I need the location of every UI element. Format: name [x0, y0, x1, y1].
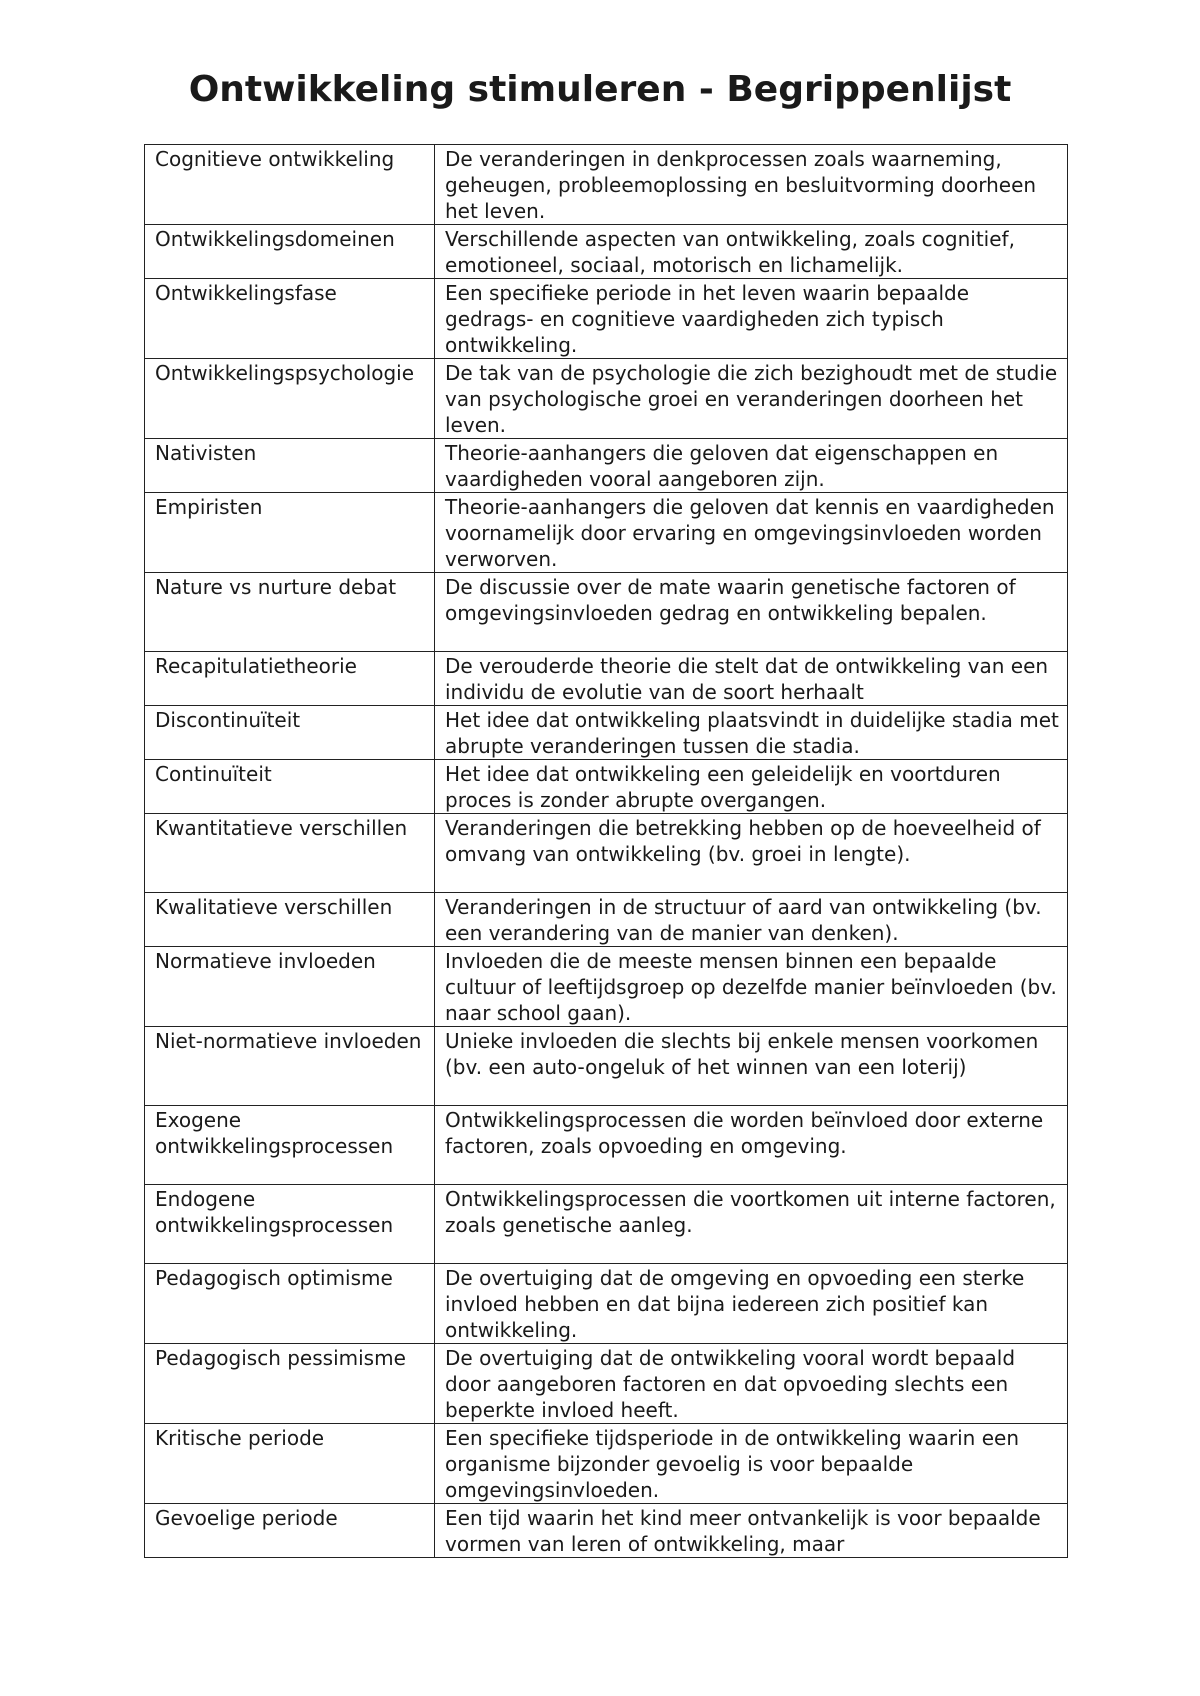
definition-cell: Unieke invloeden die slechts bij enkele mensen voorkomen (bv. een auto-ongeluk of het winnen van een loterij) [435, 1027, 1068, 1106]
glossary-table [144, 144, 1068, 1558]
table-row [145, 652, 1068, 706]
term-cell: Gevoelige periode [145, 1504, 435, 1558]
term-cell: Empiristen [145, 493, 435, 573]
table-row [145, 493, 1068, 573]
table-row [145, 1027, 1068, 1106]
term-cell: Pedagogisch pessimisme [145, 1344, 435, 1424]
term-cell: Exogene ontwikkelingsprocessen [145, 1106, 435, 1185]
term-cell: Discontinuïteit [145, 706, 435, 760]
table-row [145, 760, 1068, 814]
table-row [145, 1424, 1068, 1504]
term-cell: Recapitulatietheorie [145, 652, 435, 706]
table-row [145, 706, 1068, 760]
term-cell: Nativisten [145, 439, 435, 493]
term-cell: Kritische periode [145, 1424, 435, 1504]
table-row [145, 573, 1068, 652]
term-cell: Normatieve invloeden [145, 947, 435, 1027]
table-row [145, 1185, 1068, 1264]
table-row [145, 439, 1068, 493]
term-cell: Niet-normatieve invloeden [145, 1027, 435, 1106]
term-cell: Ontwikkelingsdomeinen [145, 225, 435, 279]
definition-cell: Het idee dat ontwikkeling een geleidelijk en voortduren proces is zonder abrupte overgangen. [435, 760, 1068, 814]
term-cell: Cognitieve ontwikkeling [145, 145, 435, 225]
table-row [145, 893, 1068, 947]
definition-cell: De tak van de psychologie die zich bezighoudt met de studie van psychologische groei en veranderingen doorheen het leven. [435, 359, 1068, 439]
term-cell: Kwantitatieve verschillen [145, 814, 435, 893]
table-row [145, 814, 1068, 893]
definition-cell: De overtuiging dat de ontwikkeling vooral wordt bepaald door aangeboren factoren en dat opvoeding slechts een beperkte invloed heeft. [435, 1344, 1068, 1424]
definition-cell: Verschillende aspecten van ontwikkeling, zoals cognitief, emotioneel, sociaal, motorisch en lichamelijk. [435, 225, 1068, 279]
definition-cell: Een tijd waarin het kind meer ontvankelijk is voor bepaalde vormen van leren of ontwikkeling, maar [435, 1504, 1068, 1558]
table-row [145, 225, 1068, 279]
definition-cell: De verouderde theorie die stelt dat de ontwikkeling van een individu de evolutie van de soort herhaalt [435, 652, 1068, 706]
definition-cell: Ontwikkelingsprocessen die worden beïnvloed door externe factoren, zoals opvoeding en omgeving. [435, 1106, 1068, 1185]
table-row [145, 1504, 1068, 1558]
definition-cell: Invloeden die de meeste mensen binnen een bepaalde cultuur of leeftijdsgroep op dezelfde manier beïnvloeden (bv. naar school gaan). [435, 947, 1068, 1027]
table-row [145, 279, 1068, 359]
table-row [145, 145, 1068, 225]
table-row [145, 1106, 1068, 1185]
term-cell: Continuïteit [145, 760, 435, 814]
definition-cell: Theorie-aanhangers die geloven dat eigenschappen en vaardigheden vooral aangeboren zijn. [435, 439, 1068, 493]
definition-cell: De overtuiging dat de omgeving en opvoeding een sterke invloed hebben en dat bijna iedereen zich positief kan ontwikkeling. [435, 1264, 1068, 1344]
definition-cell: Een specifieke tijdsperiode in de ontwikkeling waarin een organisme bijzonder gevoelig is voor bepaalde omgevingsinvloeden. [435, 1424, 1068, 1504]
term-cell: Ontwikkelingsfase [145, 279, 435, 359]
table-row [145, 359, 1068, 439]
definition-cell: Theorie-aanhangers die geloven dat kennis en vaardigheden voornamelijk door ervaring en omgevingsinvloeden worden verworven. [435, 493, 1068, 573]
term-cell: Nature vs nurture debat [145, 573, 435, 652]
definition-cell: Ontwikkelingsprocessen die voortkomen uit interne factoren, zoals genetische aanleg. [435, 1185, 1068, 1264]
definition-cell: De veranderingen in denkprocessen zoals waarneming, geheugen, probleemoplossing en besluitvorming doorheen het leven. [435, 145, 1068, 225]
definition-cell: Veranderingen in de structuur of aard van ontwikkeling (bv. een verandering van de manier van denken). [435, 893, 1068, 947]
definition-cell: Het idee dat ontwikkeling plaatsvindt in duidelijke stadia met abrupte veranderingen tussen die stadia. [435, 706, 1068, 760]
term-cell: Endogene ontwikkelingsprocessen [145, 1185, 435, 1264]
definition-cell: Veranderingen die betrekking hebben op de hoeveelheid of omvang van ontwikkeling (bv. groei in lengte). [435, 814, 1068, 893]
term-cell: Ontwikkelingspsychologie [145, 359, 435, 439]
table-row [145, 1344, 1068, 1424]
term-cell: Pedagogisch optimisme [145, 1264, 435, 1344]
term-cell: Kwalitatieve verschillen [145, 893, 435, 947]
table-row [145, 1264, 1068, 1344]
table-row [145, 947, 1068, 1027]
definition-cell: Een specifieke periode in het leven waarin bepaalde gedrags- en cognitieve vaardigheden zich typisch ontwikkeling. [435, 279, 1068, 359]
page-title: Ontwikkeling stimuleren - Begrippenlijst [188, 69, 1012, 110]
glossary-body [145, 145, 1068, 1558]
definition-cell: De discussie over de mate waarin genetische factoren of omgevingsinvloeden gedrag en ontwikkeling bepalen. [435, 573, 1068, 652]
